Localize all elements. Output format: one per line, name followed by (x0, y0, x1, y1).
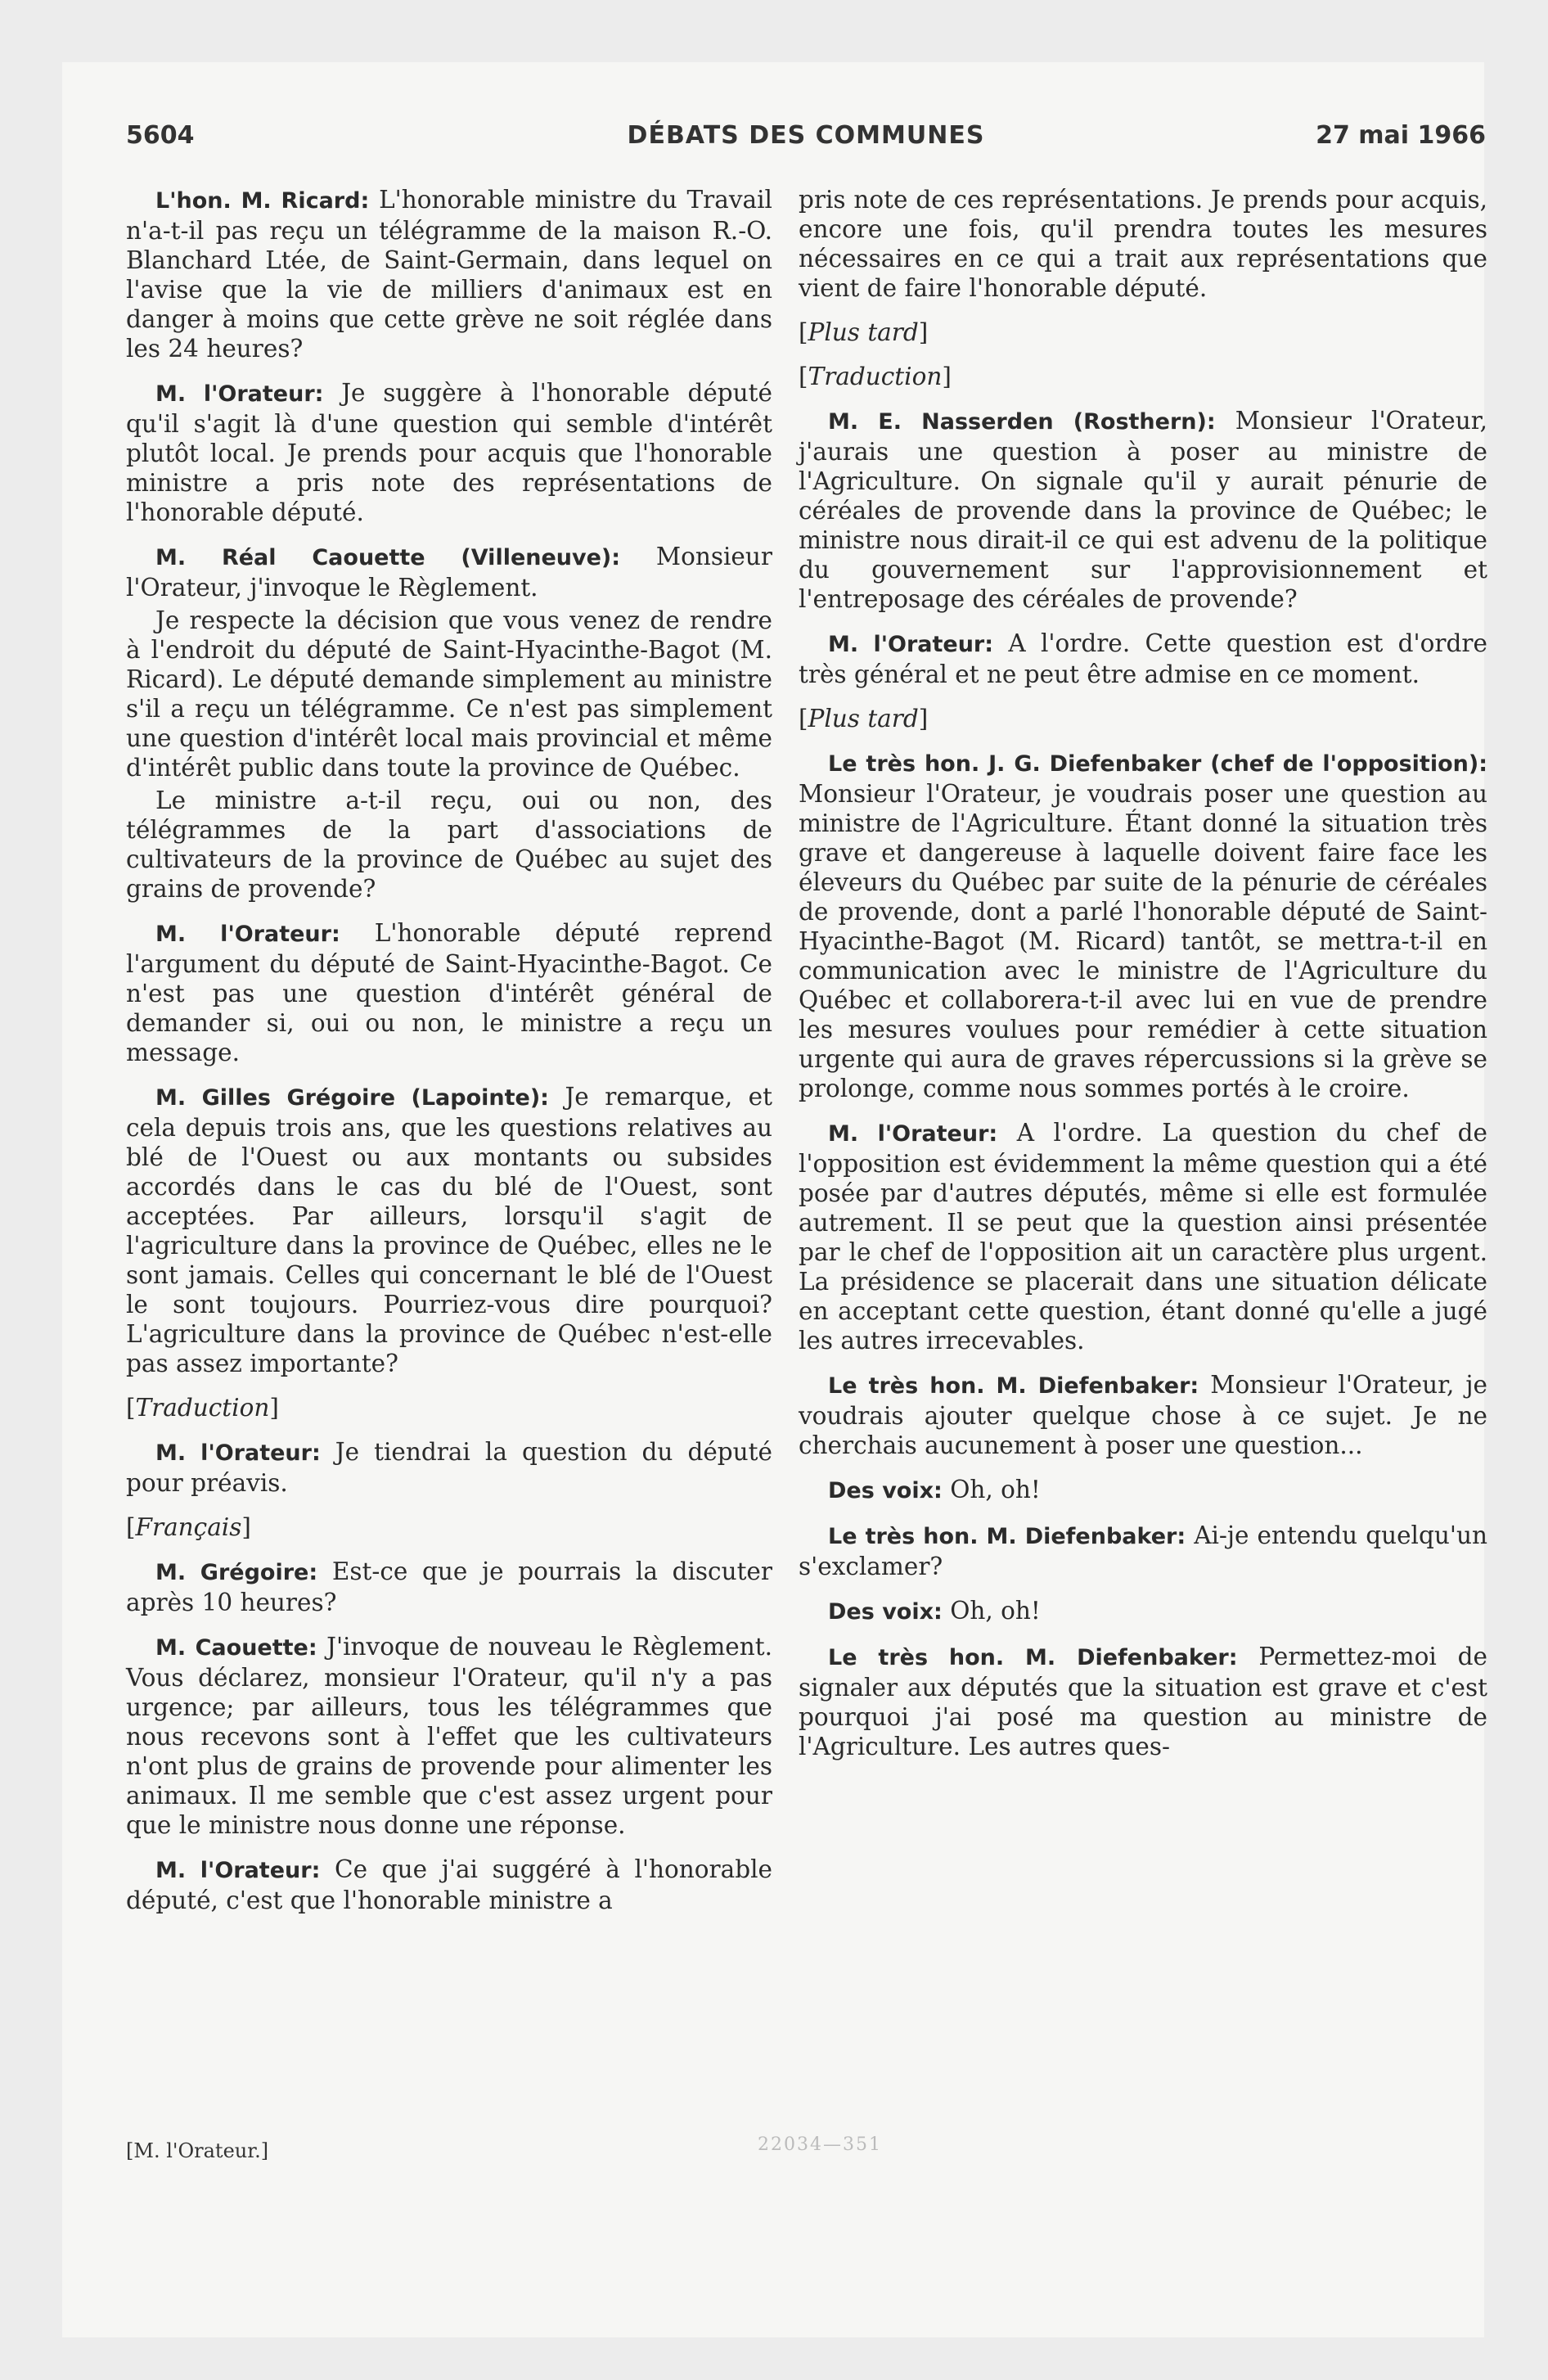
speaker-name: Le très hon. M. Diefenbaker: (828, 1645, 1238, 1670)
speaker-name: M. l'Orateur: (155, 381, 324, 407)
speech-paragraph (799, 1475, 1487, 1506)
speech-text: Ce que j'ai suggéré à l'honorable député, c'est que l'honorable ministre a (126, 1855, 772, 1914)
speech-text: Monsieur l'Orateur, j'aurais une question à poser au ministre de l'Agriculture. On signale qu'il y aurait pénurie de céréales de provende dans la province de Québec; le ministre nous dirait-il ce qui est advenu de la politique du gouvernement sur l'approvisionnement et l'entreposage des céréales de provende? (799, 407, 1487, 613)
speech-text: L'honorable député reprend l'argument du député de Saint-Hyacinthe-Bagot. Ce n'est pas une question d'intérêt général de demander si, oui ou non, le ministre a reçu un message. (126, 919, 772, 1066)
speech-paragraph (126, 606, 772, 782)
speech-text: Je respecte la décision que vous venez de rendre à l'endroit du député de Saint-Hyacinthe-Bagot (M. Ricard). Le député demande simplement au ministre s'il a reçu un télégramme. Ce n'est pas simplement une question d'intérêt local mais provincial et même d'intérêt public dans toute la province de Québec. (126, 606, 772, 782)
speech-paragraph (799, 1118, 1487, 1355)
section-marker: [Plus tard] (799, 705, 929, 732)
section-marker-text: Traduction (808, 363, 943, 390)
speech-paragraph (126, 786, 772, 904)
speech-paragraph (126, 1082, 772, 1378)
speaker-name: M. E. Nasserden (Rosthern): (828, 409, 1216, 435)
speech-paragraph (126, 185, 772, 363)
page-date: 27 mai 1966 (1316, 121, 1486, 150)
speaker-name: M. Caouette: (155, 1635, 317, 1661)
speaker-name: Le très hon. J. G. Diefenbaker (chef de l'opposition): (828, 751, 1487, 777)
speech-text: Est-ce que je pourrais la discuter après 10 heures? (126, 1557, 772, 1616)
speaker-name: M. l'Orateur: (828, 1121, 998, 1147)
speech-text: L'honorable ministre du Travail n'a-t-il pas reçu un télégramme de la maison R.-O. Blanchard Ltée, de Saint-Germain, dans lequel on l'avise que la vie de milliers d'animaux est en danger à moins que cette grève ne soit réglée dans les 24 heures? (126, 186, 772, 363)
speaker-name: M. l'Orateur: (828, 632, 994, 657)
speech-paragraph (799, 406, 1487, 614)
speaker-name: Des voix: (828, 1478, 943, 1503)
print-stamp: 22034—351 (758, 2134, 882, 2155)
speech-text: Permettez-moi de signaler aux députés que la situation est grave et c'est pourquoi j'ai posé ma question au ministre de l'Agriculture. Les autres ques- (799, 1643, 1487, 1760)
speech-text: Je remarque, et cela depuis trois ans, que les questions relatives au blé de l'Ouest ou aux montants ou subsides accordés dans le cas du blé de l'Ouest, sont acceptées. Par ailleurs, lorsqu'il s'agit de l'agriculture dans la province de Québec, elles ne le sont jamais. Celles qui concernant le blé de l'Ouest le sont toujours. Pourriez-vous dire pourquoi? L'agriculture dans la province de Québec n'est-elle pas assez importante? (126, 1083, 772, 1377)
page-number: 5604 (126, 121, 195, 150)
speech-paragraph (799, 1596, 1487, 1627)
speech-paragraph (126, 1437, 772, 1498)
section-marker: [Traduction] (799, 363, 952, 390)
speaker-name: M. l'Orateur: (155, 922, 340, 947)
speech-text: Ai-je entendu quelqu'un s'exclamer? (799, 1521, 1487, 1580)
speech-paragraph (799, 1642, 1487, 1761)
speaker-name: L'hon. M. Ricard: (155, 188, 370, 214)
footer-note: [M. l'Orateur.] (126, 2139, 269, 2162)
section-marker-text: Plus tard (808, 705, 919, 732)
speech-text: Le ministre a-t-il reçu, oui ou non, des télégrammes de la part d'associations de cultivateurs de la province de Québec au sujet des grains de provende? (126, 787, 772, 903)
speaker-name: M. Grégoire: (155, 1560, 318, 1585)
section-marker-text: Traduction (135, 1394, 270, 1422)
speech-paragraph (799, 185, 1487, 303)
speaker-name: M. l'Orateur: (155, 1858, 321, 1883)
speaker-name: M. l'Orateur: (155, 1440, 321, 1466)
section-marker-text: Français (135, 1513, 242, 1541)
section-marker: [Plus tard] (799, 318, 929, 346)
speech-paragraph (126, 1632, 772, 1840)
speech-text: Monsieur l'Orateur, je voudrais poser une question au ministre de l'Agriculture. Étant donné la situation très grave et dangereuse à laquelle doivent faire face les éleveurs du Québec par suite de la pénurie de céréales de provende, dont a parlé l'honorable député de Saint-Hyacinthe-Bagot (M. Ricard) tantôt, se mettra-t-il en communication avec le ministre de l'Agriculture du Québec et collaborera-t-il avec lui en vue de prendre les mesures voulues pour remédier à cette situation urgente qui aura de graves répercussions si la grève se prolonge, comme nous sommes portés à le croire. (799, 780, 1487, 1102)
speech-paragraph (799, 748, 1487, 1103)
speech-paragraph (799, 629, 1487, 689)
speech-text: Monsieur l'Orateur, j'invoque le Règlement. (126, 543, 772, 602)
page-title: DÉBATS DES COMMUNES (627, 121, 985, 150)
speaker-name: M. Gilles Grégoire (Lapointe): (155, 1085, 549, 1111)
speech-text: A l'ordre. Cette question est d'ordre très général et ne peut être admise en ce moment. (799, 629, 1487, 688)
speech-paragraph (126, 542, 772, 602)
speech-paragraph (126, 378, 772, 527)
speech-text: Monsieur l'Orateur, je voudrais ajouter quelque chose à ce sujet. Je ne cherchais aucunement à poser une question... (799, 1371, 1487, 1459)
speaker-name: M. Réal Caouette (Villeneuve): (155, 545, 621, 570)
speech-text: Je tiendrai la question du député pour préavis. (126, 1438, 772, 1497)
section-marker-text: Plus tard (808, 318, 919, 346)
left-column (126, 185, 772, 1930)
speech-text: pris note de ces représentations. Je prends pour acquis, encore une fois, qu'il prendra toutes les mesures nécessaires en ce qui a trait aux représentations que vient de faire l'honorable député. (799, 186, 1487, 302)
speech-text: J'invoque de nouveau le Règlement. Vous déclarez, monsieur l'Orateur, qu'il n'y a pas urgence; par ailleurs, tous les télégrammes que nous recevons sont à l'effet que les cultivateurs n'ont plus de grains de provende pour alimenter les animaux. Il me semble que c'est assez urgent pour que le ministre nous donne une réponse. (126, 1633, 772, 1839)
document-page (62, 62, 1487, 2337)
right-column (799, 185, 1487, 1776)
speech-paragraph (799, 1521, 1487, 1581)
speech-text: Oh, oh! (950, 1476, 1041, 1503)
page-header (126, 121, 1486, 159)
speech-paragraph (126, 1855, 772, 1915)
speaker-name: Le très hon. M. Diefenbaker: (828, 1524, 1186, 1549)
speech-paragraph (126, 1557, 772, 1617)
speech-paragraph (126, 918, 772, 1067)
speech-text: A l'ordre. La question du chef de l'opposition est évidemment la même question qui a été posée par d'autres députés, même si elle est formulée autrement. Il se peut que la question ainsi présentée par le chef de l'opposition ait un caractère plus urgent. La présidence se placerait dans une situation délicate en acceptant cette question, étant donné qu'elle a jugé les autres irrecevables. (799, 1119, 1487, 1355)
section-marker: [Français] (126, 1513, 251, 1541)
speech-text: Je suggère à l'honorable député qu'il s'agit là d'une question qui semble d'intérêt plutôt local. Je prends pour acquis que l'honorable ministre a pris note des représentations de l'honorable député. (126, 379, 772, 526)
speech-text: Oh, oh! (950, 1597, 1041, 1625)
section-marker: [Traduction] (126, 1394, 279, 1422)
speech-paragraph (799, 1370, 1487, 1460)
speaker-name: Le très hon. M. Diefenbaker: (828, 1373, 1199, 1399)
speaker-name: Des voix: (828, 1599, 943, 1625)
